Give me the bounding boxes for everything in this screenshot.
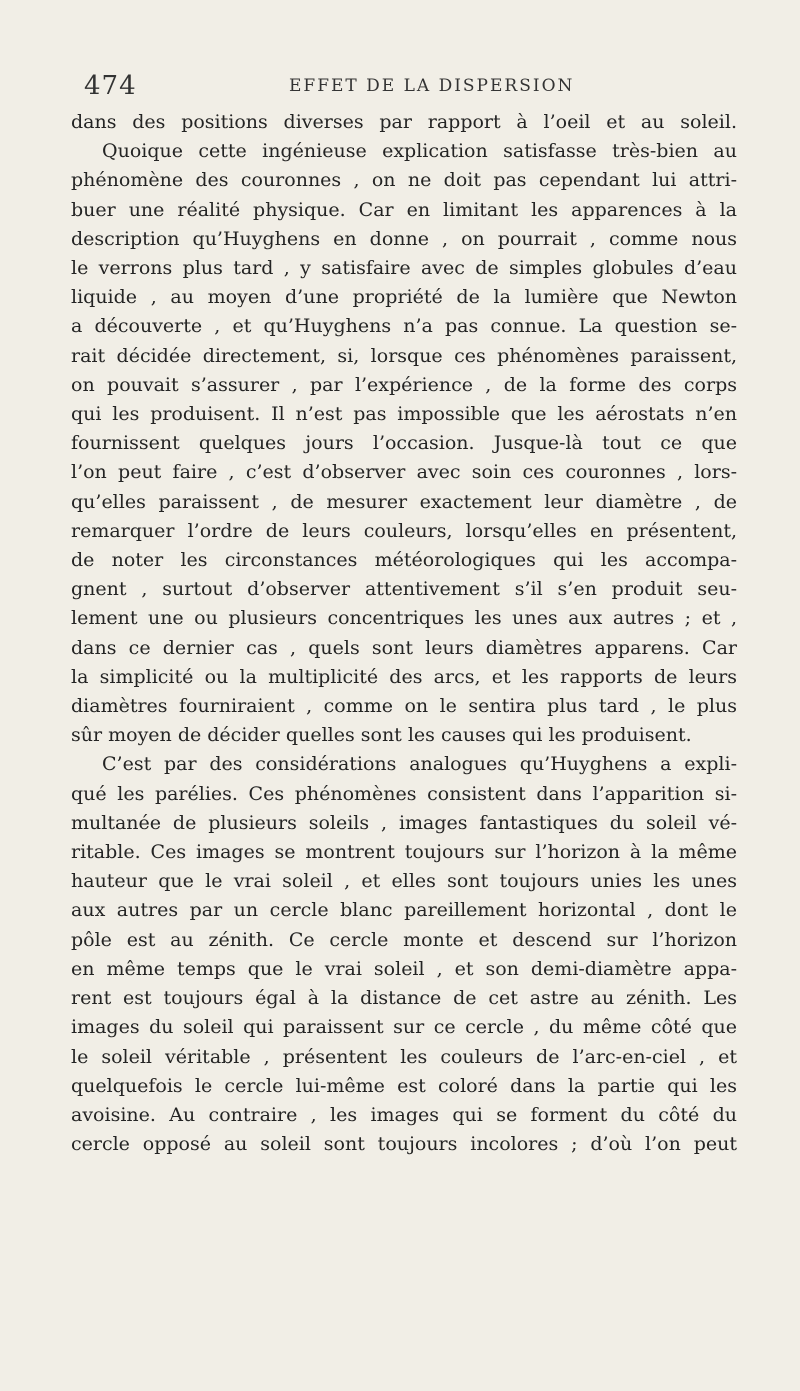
text-line: images du soleil qui paraissent sur ce cercle , du même côté que (71, 1016, 737, 1039)
text-line: quelquefois le cercle lui-même est coloré dans la partie qui les (71, 1074, 737, 1097)
text-line: aux autres par un cercle blanc pareillement horizontal , dont le (71, 899, 737, 922)
text-line: sûr moyen de décider quelles sont les causes qui les produisent. (71, 724, 692, 747)
text-line: Quoique cette ingénieuse explication satisfasse très-bien au (102, 140, 737, 163)
text-line: remarquer l’ordre de leurs couleurs, lorsqu’elles en présentent, (71, 519, 737, 542)
text-line: a découverte , et qu’Huyghens n’a pas connue. La question se- (71, 315, 737, 338)
text-line: pôle est au zénith. Ce cercle monte et descend sur l’horizon (71, 928, 737, 951)
text-line: gnent , surtout d’observer attentivement s’il s’en produit seu- (71, 578, 737, 601)
text-line: fournissent quelques jours l’occasion. Jusque-là tout ce que (71, 432, 737, 455)
text-line: qui les produisent. Il n’est pas impossible que les aérostats n’en (71, 403, 737, 426)
text-line: hauteur que le vrai soleil , et elles sont toujours unies les unes (71, 870, 737, 893)
text-line: rait décidée directement, si, lorsque ces phénomènes paraissent, (71, 344, 737, 367)
text-line: cercle opposé au soleil sont toujours incolores ; d’où l’on peut (71, 1133, 737, 1156)
page-header (71, 72, 737, 100)
text-line: la simplicité ou la multiplicité des arcs, et les rapports de leurs (71, 665, 737, 688)
text-line: qu’elles paraissent , de mesurer exactement leur diamètre , de (71, 490, 737, 513)
text-line: qué les parélies. Ces phénomènes consistent dans l’apparition si- (71, 782, 737, 805)
page-number: 474 (84, 71, 137, 101)
text-line: buer une réalité physique. Car en limitant les apparences à la (71, 198, 737, 221)
text-line: en même temps que le vrai soleil , et son demi-diamètre appa- (71, 957, 737, 980)
text-line: dans ce dernier cas , quels sont leurs diamètres apparens. Car (71, 636, 737, 659)
text-line: on pouvait s’assurer , par l’expérience , de la forme des corps (71, 373, 737, 396)
text-line: l’on peut faire , c’est d’observer avec soin ces couronnes , lors- (71, 461, 737, 484)
running-head: EFFET DE LA DISPERSION (289, 76, 575, 96)
text-line: phénomène des couronnes , on ne doit pas cependant lui attri- (71, 169, 737, 192)
text-line: rent est toujours égal à la distance de cet astre au zénith. Les (71, 987, 737, 1010)
text-line: avoisine. Au contraire , les images qui se forment du côté du (71, 1103, 737, 1126)
text-line: dans des positions diverses par rapport à l’oeil et au soleil. (71, 111, 737, 133)
text-line: C’est par des considérations analogues qu’Huyghens a expli- (102, 753, 737, 776)
text-line: description qu’Huyghens en donne , on pourrait , comme nous (71, 227, 737, 250)
text-line: le verrons plus tard , y satisfaire avec de simples globules d’eau (71, 257, 737, 280)
text-line: liquide , au moyen d’une propriété de la lumière que Newton (71, 286, 737, 309)
text-line: ritable. Ces images se montrent toujours sur l’horizon à la même (71, 841, 737, 864)
text-line: le soleil véritable , présentent les couleurs de l’arc-en-ciel , et (71, 1045, 737, 1068)
text-line: diamètres fourniraient , comme on le sentira plus tard , le plus (71, 695, 737, 718)
text-line: multanée de plusieurs soleils , images fantastiques du soleil vé- (71, 811, 737, 834)
body-text (71, 108, 737, 1159)
text-line: de noter les circonstances météorologiques qui les accompa- (71, 549, 737, 572)
text-line: lement une ou plusieurs concentriques les unes aux autres ; et , (71, 607, 737, 630)
